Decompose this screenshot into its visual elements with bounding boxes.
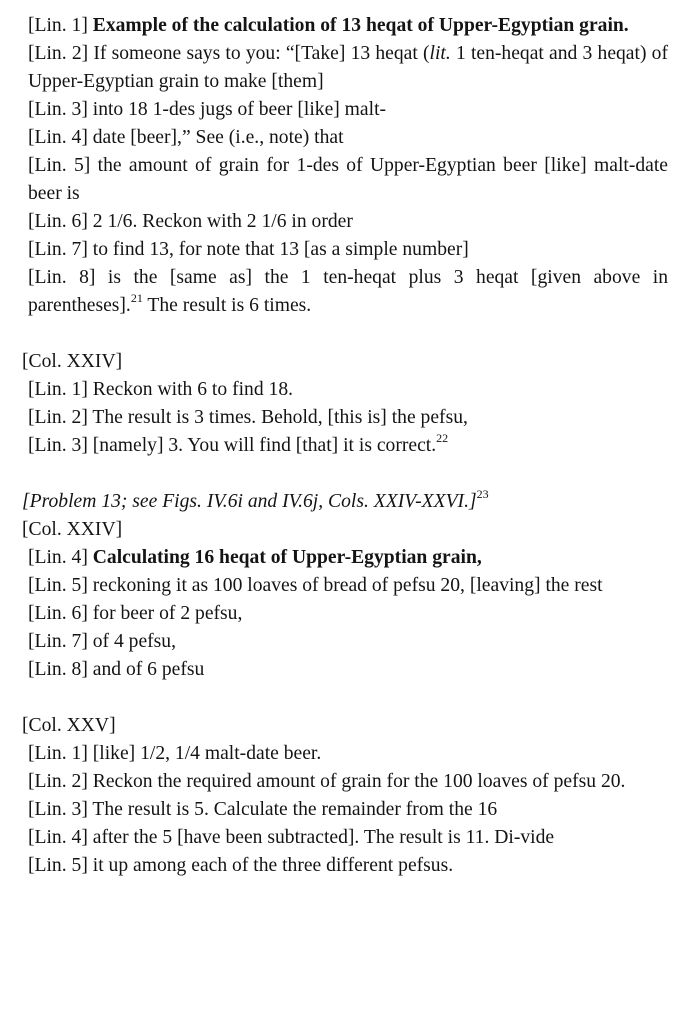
footnote-ref: 22 (436, 431, 449, 445)
line-4: [Lin. 4] after the 5 [have been subtracted]. The result is 11. Di-vide (28, 827, 555, 848)
line-1-heading (22, 12, 668, 40)
spacer (22, 684, 668, 712)
line-3: [Lin. 3] The result is 5. Calculate the remainder from the 16 (28, 799, 498, 820)
column-heading: [Col. XXIV] (22, 351, 123, 372)
line-text: If someone says to you: “[Take] 13 heqat ( (93, 43, 430, 64)
line-tag: [Lin. 4] (28, 547, 88, 568)
line-text: [Lin. 3] [namely] 3. You will find [that] it is correct. (28, 435, 437, 456)
column-heading: [Col. XXIV] (22, 519, 123, 540)
line-1: [Lin. 1] [like] 1/2, 1/4 malt-date beer. (28, 743, 322, 764)
line-1: [Lin. 1] Reckon with 6 to find 18. (28, 379, 294, 400)
line-2: [Lin. 2] Reckon the required amount of grain for the 100 loaves of pefsu 20. (28, 771, 626, 792)
line-3: [Lin. 3] into 18 1-des jugs of beer [like] malt- (28, 99, 387, 120)
line-2 (22, 40, 668, 96)
problem-text: [Problem 13; see Figs. IV.6i and IV.6j, Cols. XXIV-XXVI.] (22, 491, 477, 512)
line-text: [Lin. 8] is the [same as] the 1 ten-heqat plus 3 heqat [given above in parentheses]. (28, 267, 668, 316)
spacer (22, 460, 668, 488)
heading-text: Example of the calculation of 13 heqat of Upper-Egyptian grain. (92, 15, 629, 36)
footnote-ref: 21 (130, 291, 143, 305)
line-4: [Lin. 4] date [beer],” See (i.e., note) that (28, 127, 344, 148)
line-5: [Lin. 5] it up among each of the three different pefsus. (28, 855, 454, 876)
line-7: [Lin. 7] of 4 pefsu, (28, 631, 177, 652)
column-heading: [Col. XXV] (22, 715, 116, 736)
line-tag: [Lin. 1] (28, 15, 88, 36)
spacer (22, 320, 668, 348)
line-2: [Lin. 2] The result is 3 times. Behold, [this is] the pefsu, (28, 407, 468, 428)
line-5: [Lin. 5] the amount of grain for 1-des of Upper-Egyptian beer [like] malt-date beer is (28, 155, 668, 204)
problem-heading (22, 488, 668, 516)
line-5: [Lin. 5] reckoning it as 100 loaves of bread of pefsu 20, [leaving] the rest (28, 575, 603, 596)
footnote-ref: 23 (476, 487, 489, 501)
line-6: [Lin. 6] 2 1/6. Reckon with 2 1/6 in order (28, 211, 353, 232)
line-text: The result is 6 times. (142, 295, 312, 316)
line-tag: [Lin. 2] (28, 43, 89, 64)
line-6: [Lin. 6] for beer of 2 pefsu, (28, 603, 243, 624)
heading-text: Calculating 16 heqat of Upper-Egyptian grain, (92, 547, 482, 568)
line-7: [Lin. 7] to find 13, for note that 13 [as a simple number] (28, 239, 469, 260)
italic-lit: lit. (429, 43, 451, 64)
line-8 (22, 264, 668, 320)
line-4-heading (22, 544, 668, 572)
line-3 (22, 432, 668, 460)
line-text: 1 ten-heqat and 3 heqat) of Upper-Egyptian grain to make [them] (28, 43, 668, 92)
line-8: [Lin. 8] and of 6 pefsu (28, 659, 205, 680)
